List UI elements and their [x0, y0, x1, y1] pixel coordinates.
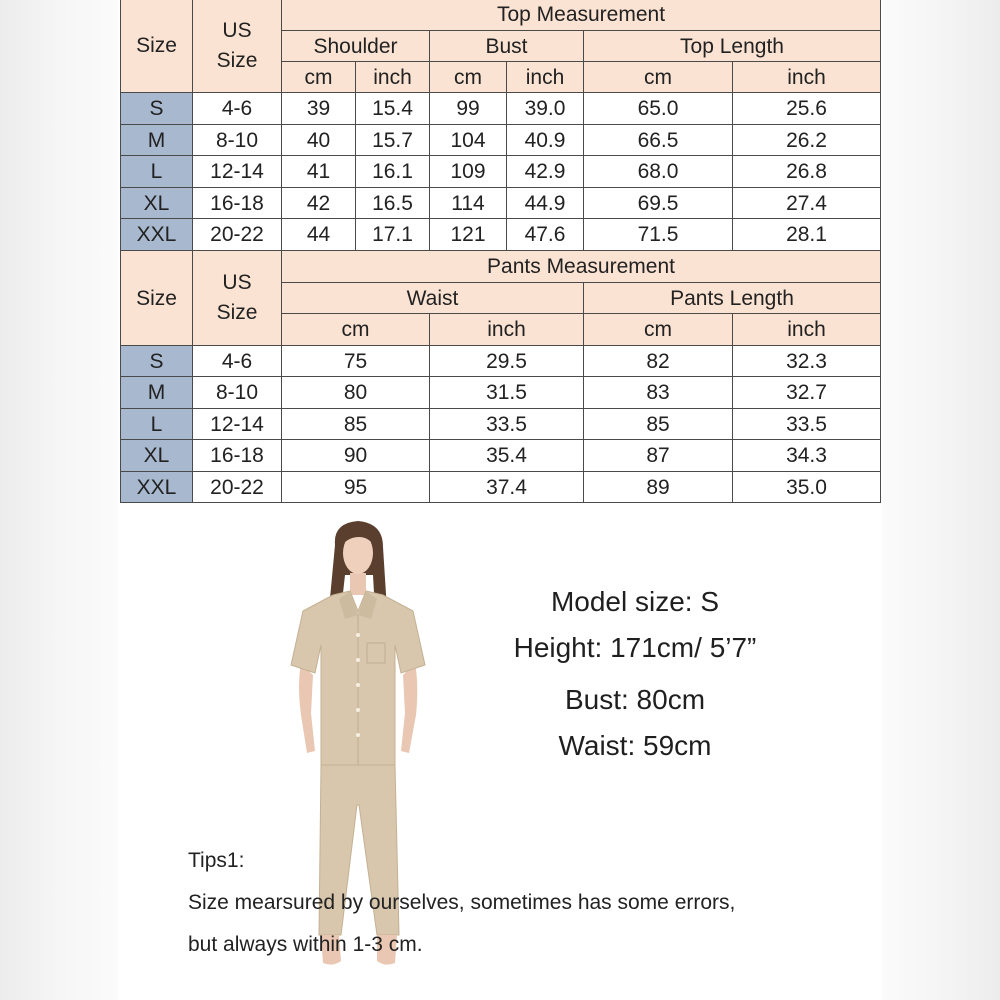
top-measurement-title: Top Measurement: [282, 0, 881, 31]
value-cell: 33.5: [430, 409, 584, 440]
value-cell: 109: [430, 156, 507, 188]
value-cell: 35.4: [430, 440, 584, 472]
us-size-cell: 4-6: [193, 93, 282, 125]
value-cell: 95: [282, 472, 430, 503]
value-cell: 85: [584, 409, 733, 440]
tips-section: [188, 840, 878, 966]
unit-header: inch: [356, 62, 430, 93]
value-cell: 26.2: [733, 125, 881, 156]
table-row: [121, 125, 881, 156]
value-cell: 104: [430, 125, 507, 156]
waist-header: Waist: [282, 283, 584, 314]
size-cell: L: [121, 409, 193, 440]
table-row: [121, 409, 881, 440]
us-size-header: US Size: [193, 251, 282, 346]
model-height-text: Height: 171cm/ 5’7”: [513, 632, 757, 663]
value-cell: 32.3: [733, 346, 881, 377]
table-row: [121, 93, 881, 125]
value-cell: 27.4: [733, 188, 881, 219]
size-cell: XL: [121, 440, 193, 472]
pants-length-header: Pants Length: [584, 283, 881, 314]
size-cell: S: [121, 346, 193, 377]
value-cell: 17.1: [356, 219, 430, 251]
us-size-cell: 16-18: [193, 440, 282, 472]
unit-header: cm: [430, 62, 507, 93]
value-cell: 114: [430, 188, 507, 219]
table-row: [121, 377, 881, 409]
value-cell: 68.0: [584, 156, 733, 188]
value-cell: 83: [584, 377, 733, 409]
size-cell: XL: [121, 188, 193, 219]
value-cell: 85: [282, 409, 430, 440]
value-cell: 66.5: [584, 125, 733, 156]
value-cell: 32.7: [733, 377, 881, 409]
value-cell: 39: [282, 93, 356, 125]
unit-header: cm: [584, 314, 733, 346]
value-cell: 31.5: [430, 377, 584, 409]
us-size-header: US Size: [193, 0, 282, 93]
value-cell: 42: [282, 188, 356, 219]
us-size-cell: 12-14: [193, 409, 282, 440]
unit-header: inch: [430, 314, 584, 346]
model-left-arm: [299, 663, 315, 753]
value-cell: 44: [282, 219, 356, 251]
value-cell: 99: [430, 93, 507, 125]
size-cell: XXL: [121, 472, 193, 503]
value-cell: 41: [282, 156, 356, 188]
table-row: [121, 188, 881, 219]
value-cell: 26.8: [733, 156, 881, 188]
model-size-text: Model size: S: [550, 586, 720, 617]
value-cell: 47.6: [507, 219, 584, 251]
tips-line-1: Size mearsured by ourselves, sometimes has some errors,: [188, 891, 736, 914]
pants-measurement-title: Pants Measurement: [282, 251, 881, 283]
model-neck: [350, 573, 366, 595]
pants-measurement-table: [120, 250, 881, 503]
unit-header: cm: [282, 314, 430, 346]
value-cell: 15.4: [356, 93, 430, 125]
table-row: [121, 440, 881, 472]
table-row: [121, 219, 881, 251]
value-cell: 121: [430, 219, 507, 251]
value-cell: 80: [282, 377, 430, 409]
unit-header: cm: [584, 62, 733, 93]
us-size-cell: 12-14: [193, 156, 282, 188]
value-cell: 71.5: [584, 219, 733, 251]
unit-header: inch: [507, 62, 584, 93]
size-header: Size: [121, 251, 193, 346]
unit-header: cm: [282, 62, 356, 93]
size-header: Size: [121, 0, 193, 93]
model-right-arm: [401, 663, 417, 753]
us-size-cell: 4-6: [193, 346, 282, 377]
value-cell: 44.9: [507, 188, 584, 219]
us-size-cell: 20-22: [193, 219, 282, 251]
value-cell: 69.5: [584, 188, 733, 219]
size-cell: M: [121, 125, 193, 156]
shoulder-header: Shoulder: [282, 31, 430, 62]
value-cell: 40: [282, 125, 356, 156]
model-waist-text: Waist: 59cm: [558, 730, 712, 761]
table-row: [121, 472, 881, 503]
value-cell: 37.4: [430, 472, 584, 503]
us-size-cell: 16-18: [193, 188, 282, 219]
value-cell: 40.9: [507, 125, 584, 156]
value-cell: 34.3: [733, 440, 881, 472]
value-cell: 90: [282, 440, 430, 472]
size-cell: XXL: [121, 219, 193, 251]
value-cell: 82: [584, 346, 733, 377]
value-cell: 25.6: [733, 93, 881, 125]
size-cell: L: [121, 156, 193, 188]
size-cell: M: [121, 377, 193, 409]
unit-header: inch: [733, 314, 881, 346]
value-cell: 87: [584, 440, 733, 472]
model-bust-text: Bust: 80cm: [564, 684, 706, 715]
value-cell: 65.0: [584, 93, 733, 125]
model-info: [480, 582, 790, 772]
value-cell: 89: [584, 472, 733, 503]
value-cell: 39.0: [507, 93, 584, 125]
table-row: [121, 156, 881, 188]
value-cell: 15.7: [356, 125, 430, 156]
top-measurement-table: [120, 0, 881, 251]
value-cell: 28.1: [733, 219, 881, 251]
value-cell: 16.5: [356, 188, 430, 219]
unit-header: inch: [733, 62, 881, 93]
tips-line-2: but always within 1-3 cm.: [188, 933, 423, 956]
size-cell: S: [121, 93, 193, 125]
value-cell: 33.5: [733, 409, 881, 440]
tips-title: Tips1:: [188, 849, 245, 872]
us-size-cell: 8-10: [193, 377, 282, 409]
us-size-cell: 20-22: [193, 472, 282, 503]
table-row: [121, 346, 881, 377]
value-cell: 16.1: [356, 156, 430, 188]
bust-header: Bust: [430, 31, 584, 62]
value-cell: 42.9: [507, 156, 584, 188]
top-length-header: Top Length: [584, 31, 881, 62]
value-cell: 75: [282, 346, 430, 377]
us-size-cell: 8-10: [193, 125, 282, 156]
value-cell: 35.0: [733, 472, 881, 503]
value-cell: 29.5: [430, 346, 584, 377]
